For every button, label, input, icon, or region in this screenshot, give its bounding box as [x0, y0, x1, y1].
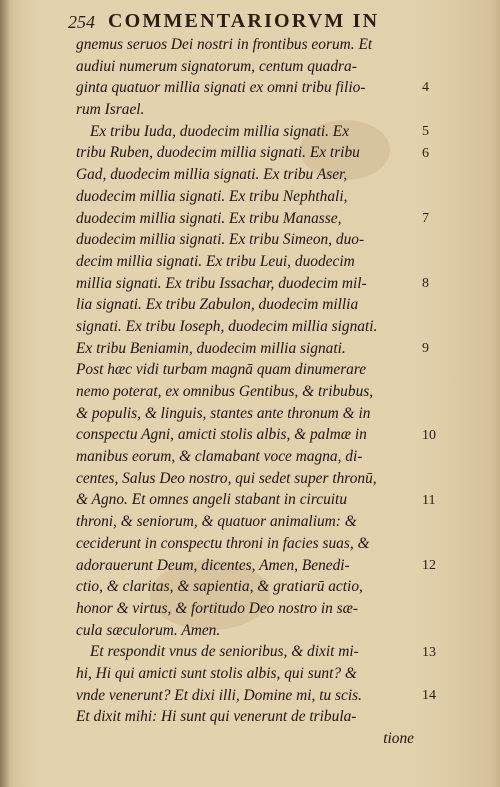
page-number: 254 [68, 12, 95, 32]
text-line: vnde venerunt? Et dixi illi, Domine mi, tu scis. [76, 686, 362, 704]
text-line: honor & virtus, & fortitudo Deo nostro in sæ- [76, 599, 359, 617]
text-line: adorauerunt Deum, dicentes, Amen, Benedi- [76, 556, 350, 574]
text-line: ginta quatuor millia signati ex omni tribu filio- [76, 79, 366, 97]
text-line: Gad, duodecim millia signati. Ex tribu Aser, [76, 166, 348, 184]
text-line: audiui numerum signatorum, centum quadra- [76, 57, 357, 75]
verse-number: 13 [422, 644, 436, 660]
text-line: rum Israel. [76, 101, 145, 119]
verse-number: 12 [422, 557, 436, 573]
text-line: hi, Hi qui amicti sunt stolis albis, qui sunt? & [76, 664, 357, 682]
text-line: millia signati. Ex tribu Issachar, duodecim mil- [76, 274, 367, 292]
text-line: ctio, & claritas, & sapientia, & gratiarū actio, [76, 578, 363, 596]
catchword: tione [383, 730, 414, 747]
text-line: nemo poterat, ex omnibus Gentibus, & tribubus, [76, 383, 374, 400]
text-line: duodecim millia signati. Ex tribu Nephthali, [76, 187, 348, 205]
text-line: lia signati. Ex tribu Zabulon, duodecim millia [76, 296, 359, 314]
gutter-shadow [0, 0, 10, 787]
text-line: manibus eorum, & clamabant voce magna, di- [76, 448, 363, 466]
text-line: & populis, & linguis, stantes ante thronum & in [76, 404, 371, 422]
text-line: Post hæc vidi turbam magnā quam dinumerare [76, 361, 367, 379]
text-line: cula sæculorum. Amen. [76, 621, 221, 639]
text-line: Ex tribu Beniamin, duodecim millia signati. [76, 339, 346, 357]
text-line: throni, & seniorum, & quatuor animalium: & [76, 513, 357, 531]
running-title: COMMENTARIORVM IN [108, 10, 380, 32]
text-line: tribu Ruben, duodecim millia signati. Ex tribu [76, 144, 360, 162]
text-line: decim millia signati. Ex tribu Leui, duodecim [76, 252, 355, 270]
text-line: Et dixit mihi: Hi sunt qui venerunt de tribula- [76, 708, 357, 726]
verse-number: 9 [422, 340, 429, 356]
page-header [68, 6, 448, 36]
verse-number: 8 [422, 275, 429, 291]
body-text [76, 34, 416, 750]
text-line: Ex tribu Iuda, duodecim millia signati. Ex [90, 122, 350, 140]
text-line: signati. Ex tribu Ioseph, duodecim millia signati. [76, 317, 378, 335]
verse-number: 10 [422, 427, 436, 443]
verse-number: 7 [422, 210, 429, 226]
text-line: duodecim millia signati. Ex tribu Manasse, [76, 209, 342, 227]
text-line: gnemus seruos Dei nostri in frontibus eorum. Et [76, 36, 373, 53]
text-line: centes, Salus Deo nostro, qui sedet super thronū, [76, 469, 377, 487]
verse-number: 11 [422, 492, 436, 508]
verse-number: 14 [422, 688, 436, 703]
text-line: ceciderunt in conspectu throni in facies suas, & [76, 534, 370, 552]
text-line: & Agno. Et omnes angeli stabant in circuitu [76, 491, 348, 509]
text-line: Et respondit vnus de senioribus, & dixit mi- [90, 643, 359, 661]
verse-number: 6 [422, 145, 429, 161]
verse-number: 4 [422, 80, 429, 96]
text-line: conspectu Agni, amicti stolis albis, & palmæ in [76, 426, 367, 444]
text-line: duodecim millia signati. Ex tribu Simeon, duo- [76, 231, 365, 249]
verse-number: 5 [422, 123, 429, 139]
